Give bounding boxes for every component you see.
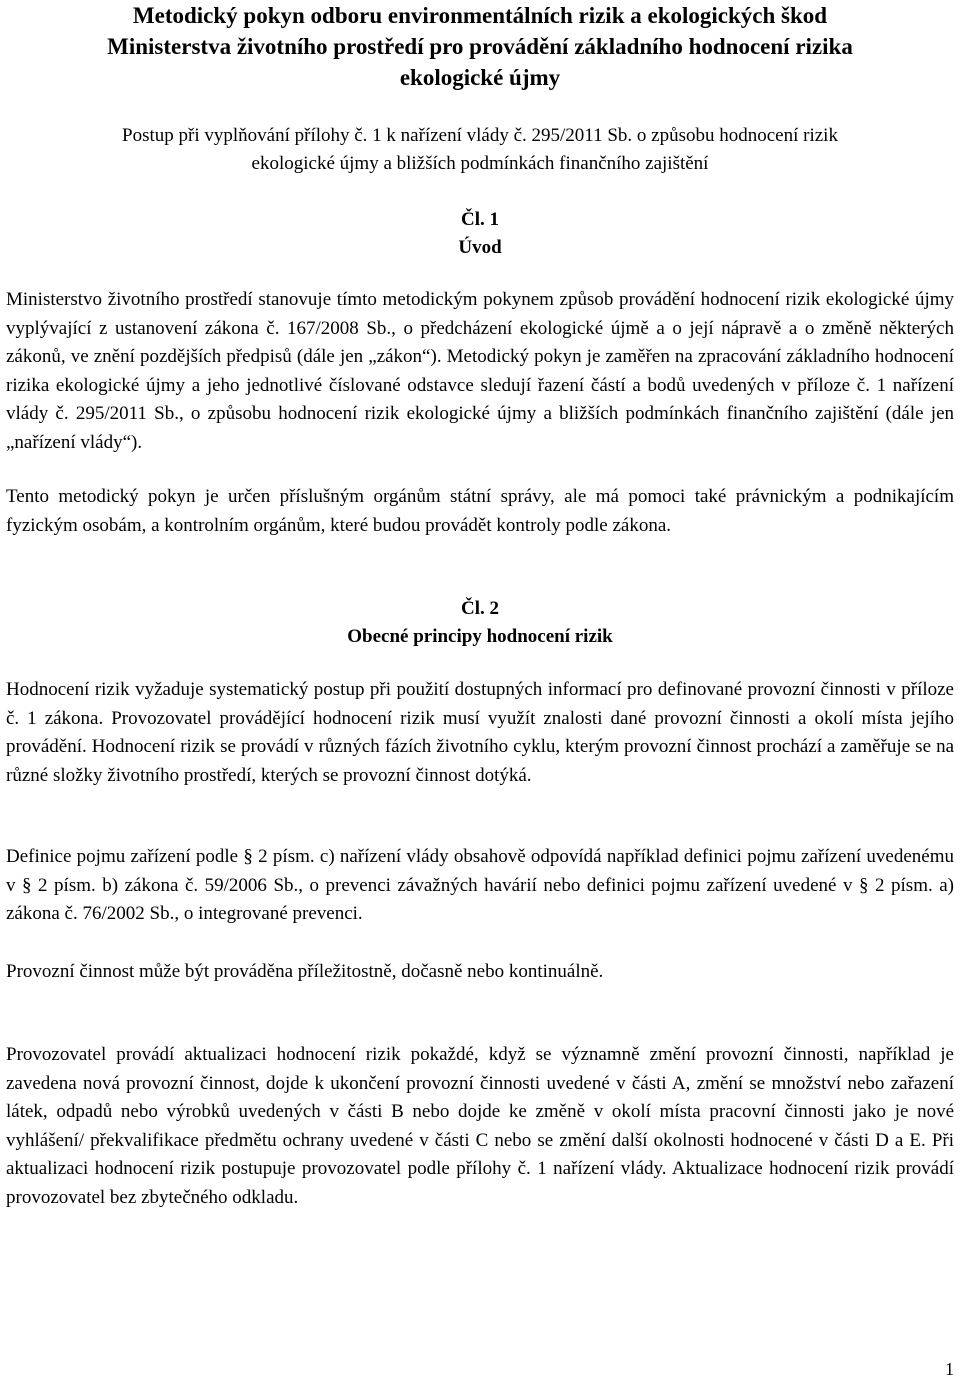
- paragraph: Provozní činnost může být prováděna příležitostně, dočasně nebo kontinuálně.: [6, 961, 604, 982]
- title-line-1: Metodický pokyn odboru environmentálních rizik a ekologických škod: [132, 3, 828, 28]
- paragraph: Provozovatel provádí aktualizaci hodnocení rizik pokaždé, když se významně změní provozní činnosti, například je zavedena nová provozní činnost, dojde k ukončení provozní činnosti uvedené v části A, změní se množství nebo zařazení látek, odpadů nebo výrobků uvedených v části B nebo dojde ke změně v okolí místa pracovní činnosti jako je nové vyhlášení/ překvalifikace předmětu ochrany uvedené v části C nebo se změní další okolnosti hodnocené v části D a E. Při aktualizaci hodnocení rizik postupuje provozovatel podle přílohy č. 1 nařízení vlády. Aktualizace hodnocení rizik provádí provozovatel bez zbytečného odkladu.: [6, 1044, 954, 1208]
- page-number: 1: [945, 1359, 954, 1379]
- document-title: [0, 0, 960, 93]
- article-1-heading: [0, 206, 960, 262]
- paragraph: Ministerstvo životního prostředí stanovuje tímto metodickým pokynem způsob provádění hodnocení rizik ekologické újmy vyplývající z ustanovení zákona č. 167/2008 Sb., o předcházení ekologické újmě a o její nápravě a o změně některých zákonů, ve znění pozdějších předpisů (dále jen „zákon“). Metodický pokyn je zaměřen na zpracování základního hodnocení rizika ekologické újmy a jeho jednotlivé číslované odstavce sledují řazení částí a bodů uvedených v příloze č. 1 nařízení vlády č. 295/2011 Sb., o způsobu hodnocení rizik ekologické újmy a bližších podmínkách finančního zajištění (dále jen „nařízení vlády“).: [6, 289, 954, 453]
- paragraph: Hodnocení rizik vyžaduje systematický postup při použití dostupných informací pro definované provozní činnosti v příloze č. 1 zákona. Provozovatel provádějící hodnocení rizik musí využít znalosti dané provozní činnosti a okolí místa jejího provádění. Hodnocení rizik se provádí v různých fázích životního cyklu, kterým provozní činnost prochází a zaměřuje se na různé složky životního prostředí, kterých se provozní činnost dotýká.: [6, 679, 954, 786]
- document-subtitle: [0, 122, 960, 178]
- article-number: Čl. 2: [461, 598, 499, 619]
- title-line-2: Ministerstva životního prostředí pro provádění základního hodnocení rizika: [107, 34, 853, 59]
- subtitle-line-1: Postup při vyplňování přílohy č. 1 k nařízení vlády č. 295/2011 Sb. o způsobu hodnocení rizik: [122, 125, 838, 146]
- paragraph: Definice pojmu zařízení podle § 2 písm. c) nařízení vlády obsahově odpovídá například definici pojmu zařízení uvedenému v § 2 písm. b) zákona č. 59/2006 Sb., o prevenci závažných havárií nebo definici pojmu zařízení uvedené v § 2 písm. a) zákona č. 76/2002 Sb., o integrované prevenci.: [6, 846, 954, 925]
- article-number: Čl. 1: [461, 209, 499, 230]
- subtitle-line-2: ekologické újmy a bližších podmínkách finančního zajištění: [251, 153, 709, 174]
- paragraph: Tento metodický pokyn je určen příslušným orgánům státní správy, ale má pomoci také právnickým a podnikajícím fyzickým osobám, a kontrolním orgánům, které budou provádět kontroly podle zákona.: [6, 486, 954, 536]
- article-2-heading: [0, 595, 960, 651]
- title-line-3: ekologické újmy: [399, 65, 561, 90]
- article-title: Obecné principy hodnocení rizik: [347, 626, 613, 647]
- article-title: Úvod: [458, 237, 502, 258]
